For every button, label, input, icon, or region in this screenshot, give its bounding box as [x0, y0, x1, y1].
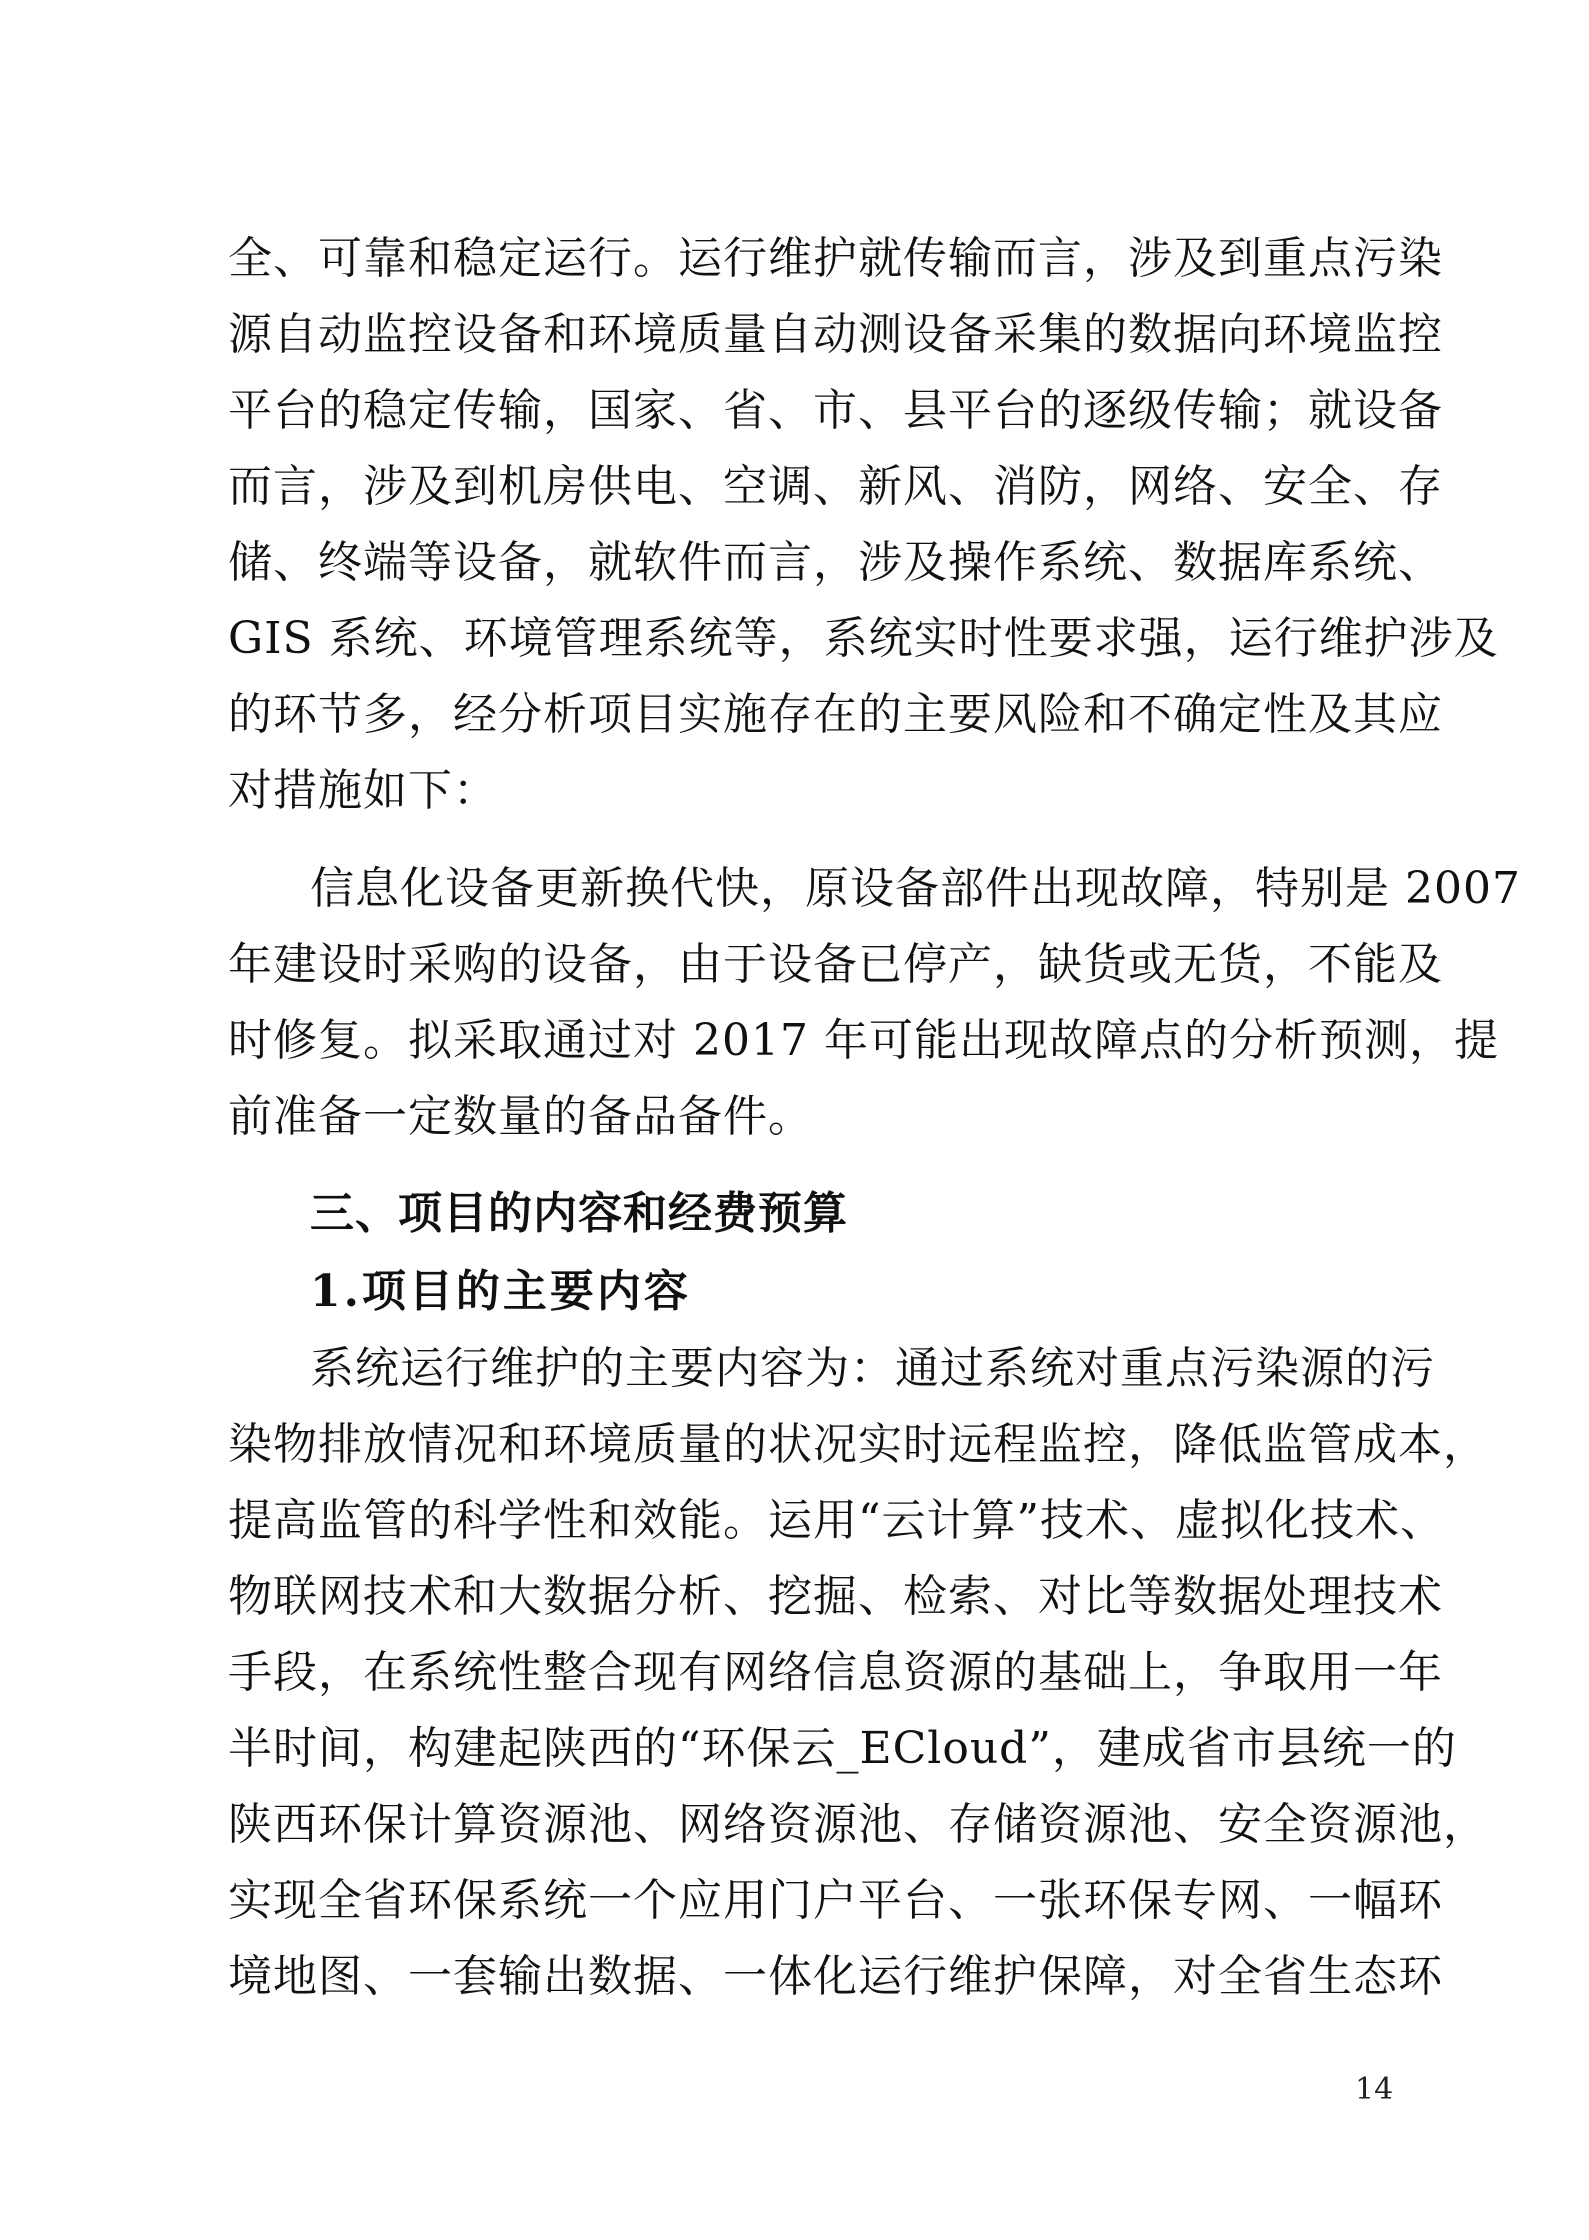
paragraph-line: 染物排放情况和环境质量的状况实时远程监控，降低监管成本， [228, 1419, 1488, 1470]
section-title: 项目的内容和经费预算 [398, 1188, 848, 1239]
paragraph-line: 提高监管的科学性和效能。运用“云计算”技术、虚拟化技术、 [228, 1495, 1445, 1546]
paragraph-line: 前准备一定数量的备品备件。 [228, 1091, 813, 1142]
paragraph-line: 的环节多，经分析项目实施存在的主要风险和不确定性及其应 [228, 689, 1443, 740]
paragraph-line: 系统运行维护的主要内容为：通过系统对重点污染源的污 [310, 1343, 1435, 1394]
paragraph-line: 境地图、一套输出数据、一体化运行维护保障，对全省生态环 [228, 1951, 1443, 2002]
paragraph-line: 手段，在系统性整合现有网络信息资源的基础上，争取用一年 [228, 1647, 1443, 1698]
paragraph-line: 信息化设备更新换代快，原设备部件出现故障，特别是 2007 [310, 863, 1521, 914]
paragraph-line: GIS 系统、环境管理系统等，系统实时性要求强，运行维护涉及 [228, 613, 1499, 664]
page-number: 14 [1355, 2072, 1394, 2107]
paragraph-line: 年建设时采购的设备，由于设备已停产，缺货或无货，不能及 [228, 939, 1443, 990]
paragraph-line: 源自动监控设备和环境质量自动测设备采集的数据向环境监控 [228, 309, 1443, 360]
paragraph-line: 储、终端等设备，就软件而言，涉及操作系统、数据库系统、 [228, 537, 1443, 588]
paragraph-line: 陕西环保计算资源池、网络资源池、存储资源池、安全资源池， [228, 1799, 1488, 1850]
paragraph-line: 半时间，构建起陕西的“环保云_ECloud”，建成省市县统一的 [228, 1723, 1457, 1774]
paragraph-line: 对措施如下： [228, 765, 498, 816]
paragraph-line: 平台的稳定传输，国家、省、市、县平台的逐级传输；就设备 [228, 385, 1443, 436]
paragraph-line: 物联网技术和大数据分析、挖掘、检索、对比等数据处理技术 [228, 1571, 1443, 1622]
subsection-heading: 1.项目的主要内容 [310, 1266, 691, 1317]
paragraph-line: 实现全省环保系统一个应用门户平台、一张环保专网、一幅环 [228, 1875, 1443, 1926]
section-number: 三、 [310, 1188, 400, 1239]
paragraph-line: 全、可靠和稳定运行。运行维护就传输而言，涉及到重点污染 [228, 233, 1443, 284]
paragraph-line: 而言，涉及到机房供电、空调、新风、消防，网络、安全、存 [228, 461, 1443, 512]
paragraph-line: 时修复。拟采取通过对 2017 年可能出现故障点的分析预测，提 [228, 1015, 1499, 1066]
